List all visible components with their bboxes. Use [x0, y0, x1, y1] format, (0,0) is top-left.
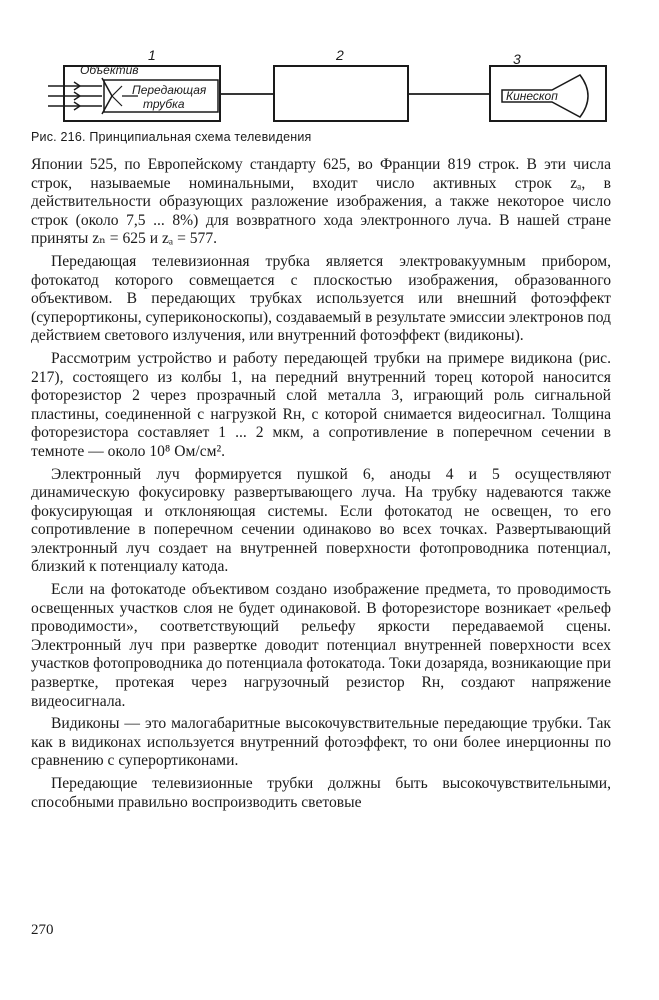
- channel-block: [274, 66, 408, 121]
- block-number-3: 3: [513, 51, 521, 67]
- paragraph: Электронный луч формируется пушкой 6, аноды 4 и 5 осуществляют динамическую фокусировку развертывающего луча. На трубку надеваются также фокусирующая и отклоняющая системы. Если фотокатод не освещен, то его сопротивление в поперечном сечении одинаково во всех точках. Развертывающий электронный луч создает на внутренней поверхности фотопроводника потенциал, близкий к потенциалу катода.: [31, 465, 611, 576]
- lens-label: Объектив: [80, 63, 139, 77]
- tube-label-line2: трубка: [143, 97, 185, 111]
- paragraph: Передающие телевизионные трубки должны быть высокочувствительными, способными правильно воспроизводить световые: [31, 775, 611, 811]
- tube-label-line1: Передающая: [132, 83, 207, 97]
- paragraph: Рассмотрим устройство и работу передающей трубки на примере видикона (рис. 217), состоящего из колбы 1, на передний внутренний торец которой наносится фоторезистор 2 через прозрачный слой металла 3, играющий роль сигнальной пластины, соединенной с нагрузкой Rн, с которой снимается видеосигнал. Толщина фоторезистора составляет 1 ... 2 мкм, а сопротивление в поперечном сечении в темноте — около 10⁸ Ом/см².: [31, 349, 611, 460]
- block-number-1: 1: [148, 47, 156, 63]
- paragraph: Если на фотокатоде объективом создано изображение предмета, то проводимость освещенных участков слоя не будет одинаковой. В фоторезисторе возникает «рельеф проводимости», соответствующий рельефу яркости передаваемой сцены. Электронный луч при развертке доводит потенциал внутренней поверхности всех участков фотопроводника до потенциала фотокатода. Токи дозаряда, возникающие при развертке, протекая через нагрузочный резистор Rн, создают напряжение видеосигнала.: [31, 581, 612, 710]
- paragraph: Японии 525, по Европейскому стандарту 625, во Франции 819 строк. В эти числа строк, называемые номинальными, входит число активных строк zₐ, в действительности образующих разложение изображения, а также некоторое число строк (около 7,5 ... 8%) для возвратного хода электронного луча. В нашей стране приняты zₙ = 625 и zₐ = 577.: [31, 156, 611, 248]
- block-diagram-figure: [40, 42, 620, 142]
- body-text: [31, 156, 611, 816]
- converging-rays: [112, 86, 122, 106]
- page-number: 270: [31, 922, 54, 938]
- television-scheme-diagram: [40, 42, 620, 142]
- kinescope-label: Кинескоп: [506, 89, 558, 103]
- paragraph: Передающая телевизионная трубка является электровакуумным прибором, фотокатод которого совмещается с плоскостью изображения, образованного объективом. В передающих трубках используется или внешний фотоэффект (суперортиконы, супериконоскопы), создаваемый в результате эмиссии электронов под действием светового излучения, или внутренний фотоэффект (видиконы).: [31, 252, 611, 345]
- paragraph: Видиконы — это малогабаритные высокочувствительные передающие трубки. Так как в видиконах используется внутренний фотоэффект, то они более инерционны по сравнению с суперортиконами.: [31, 715, 611, 770]
- figure-caption: Рис. 216. Принципиальная схема телевидения: [31, 130, 312, 144]
- block-number-2: 2: [336, 47, 344, 63]
